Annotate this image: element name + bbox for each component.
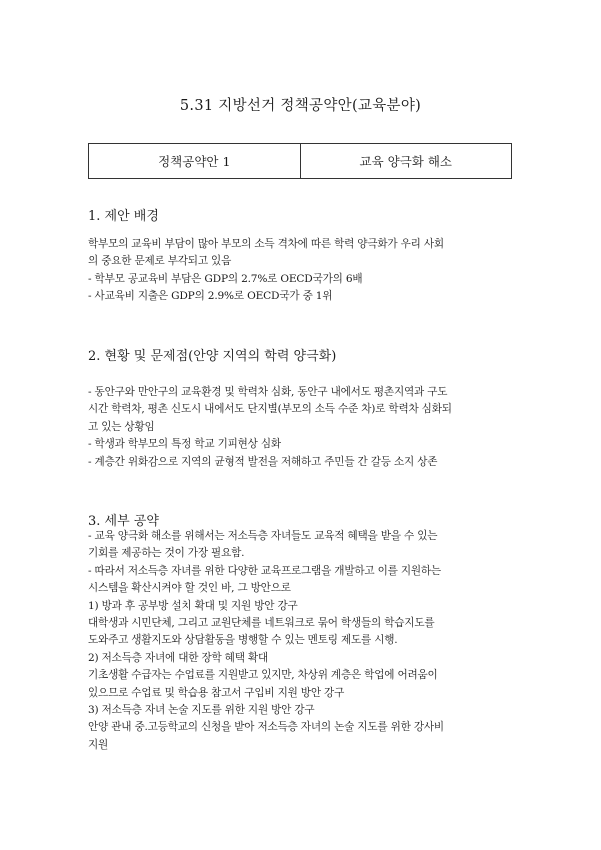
- section-heading-background: 1. 제안 배경: [88, 209, 159, 224]
- body-line: 시간 학력차, 평촌 신도시 내에서도 단지별(부모의 소득 수준 차)로 학력차 심화되: [88, 403, 452, 416]
- body-line: 기초생활 수급자는 수업료를 지원받고 있지만, 차상위 계층은 학업에 어려움이: [88, 669, 438, 682]
- pledge-topic-cell: 교육 양극화 해소: [359, 154, 452, 169]
- body-line: 2) 저소득층 자녀에 대한 장학 혜택 확대: [88, 651, 268, 664]
- body-line: 3) 저소득층 자녀 논술 지도를 위한 지원 방안 강구: [88, 704, 315, 717]
- body-line: 안양 관내 중.고등학교의 신청을 받아 저소득층 자녀의 논술 지도를 위한 강사비: [88, 721, 444, 734]
- body-line: 고 있는 상황임: [88, 420, 155, 433]
- body-line: 지원: [88, 738, 109, 751]
- section-heading-status: 2. 현황 및 문제점(안양 지역의 학력 양극화): [88, 349, 337, 364]
- body-line: 학부모의 교육비 부담이 많아 부모의 소득 격차에 따른 학력 양극화가 우리 사회: [88, 238, 444, 250]
- body-line: 기회를 제공하는 것이 가장 필요함.: [88, 547, 245, 560]
- pledge-label-cell: 정책공약안 1: [89, 144, 301, 178]
- body-line: 의 중요한 문제로 부각되고 있음: [88, 255, 232, 268]
- body-line: - 사교육비 지출은 GDP의 2.9%로 OECD국가 중 1위: [88, 290, 333, 303]
- section-body-status: [88, 384, 512, 471]
- body-line: 시스템을 확산시켜야 할 것인 바, 그 방안으로: [88, 582, 291, 595]
- body-line: 도와주고 생활지도와 상담활동을 병행할 수 있는 멘토링 제도를 시행.: [88, 634, 398, 647]
- body-line: - 동안구와 만안구의 교육환경 및 학력차 심화, 동안구 내에서도 평촌지역과 구도: [88, 386, 448, 398]
- document-title: 5.31 지방선거 정책공약안(교육분야): [179, 98, 422, 114]
- body-line: - 따라서 저소득층 자녀를 위한 다양한 교육프로그램을 개발하고 이를 지원하는: [88, 564, 441, 577]
- section-body-background: [88, 236, 512, 306]
- body-line: - 학부모 공교육비 부담은 GDP의 2.7%로 OECD국가의 6배: [88, 272, 363, 285]
- pledge-table: [88, 143, 512, 179]
- body-line: - 학생과 학부모의 특정 학교 기피현상 심화: [88, 438, 281, 451]
- body-line: - 계층간 위화감으로 지역의 균형적 발전을 저해하고 주민들 간 갈등 소지 상존: [88, 455, 438, 468]
- body-line: 1) 방과 후 공부방 설치 확대 및 지원 방안 강구: [88, 599, 298, 612]
- section-heading-pledges: 3. 세부 공약: [88, 514, 159, 529]
- body-line: 있으므로 수업료 및 학습용 참고서 구입비 지원 방안 강구: [88, 686, 345, 699]
- body-line: 대학생과 시민단체, 그리고 교원단체를 네트워크로 묶어 학생들의 학습지도를: [88, 617, 435, 630]
- body-line: - 교육 양극화 해소를 위해서는 저소득층 자녀들도 교육적 혜택을 받을 수 있는: [88, 530, 438, 542]
- section-body-pledges: [88, 528, 512, 754]
